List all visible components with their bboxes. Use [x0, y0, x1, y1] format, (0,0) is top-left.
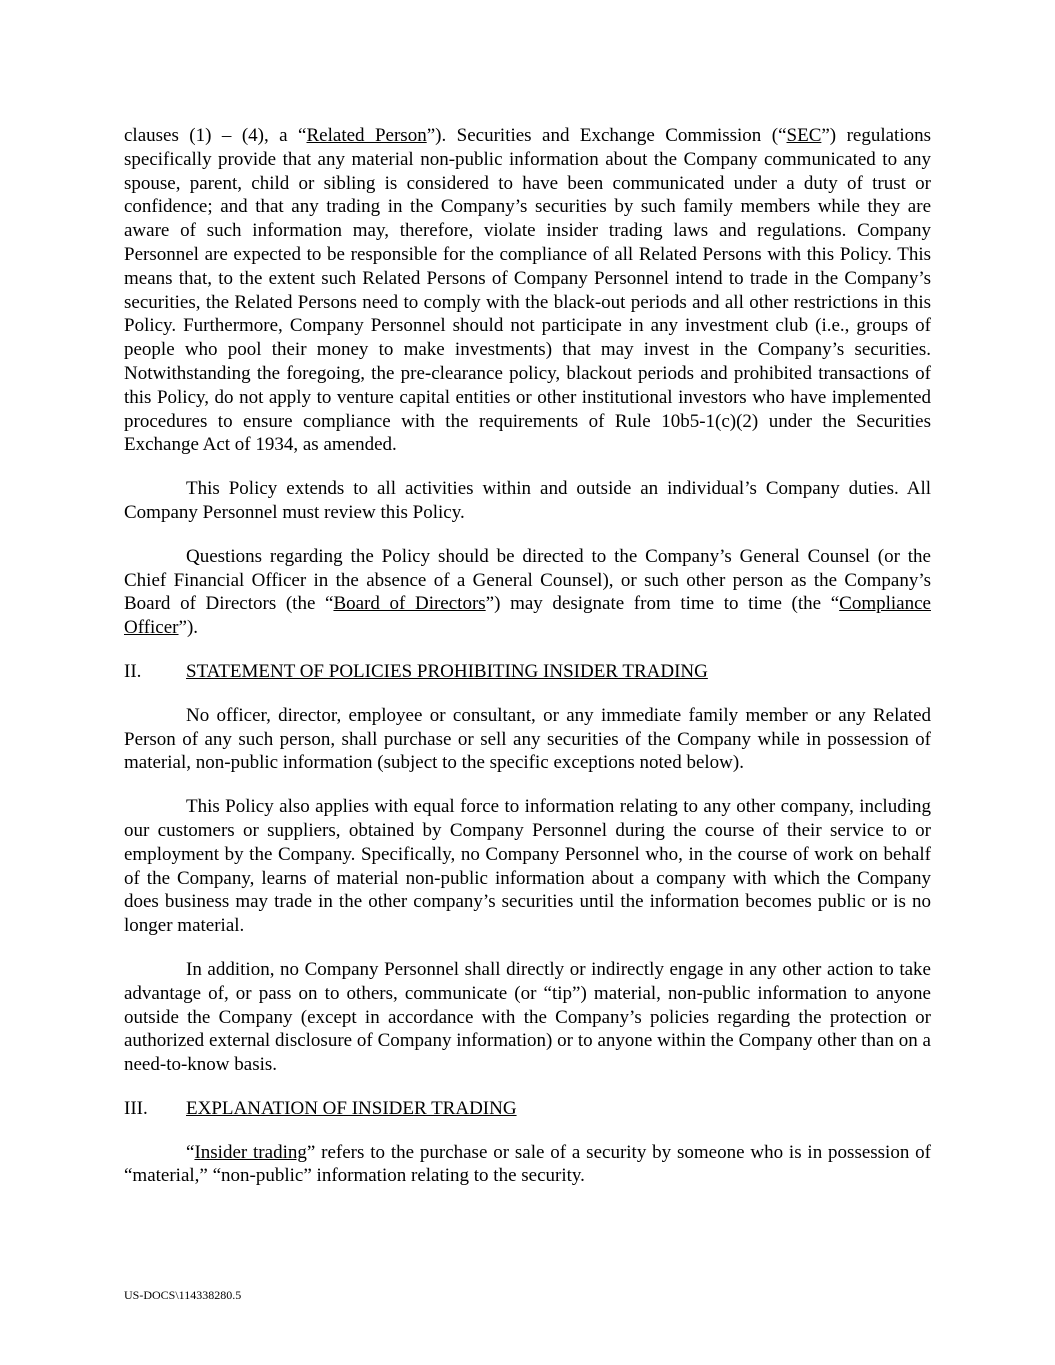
defined-term-board-of-directors: Board of Directors	[333, 593, 486, 615]
defined-term-insider-trading: Insider trading	[194, 1141, 307, 1163]
paragraph-prohibition: No officer, director, employee or consultant, or any immediate family member or any Related Person of any such person, shall purchase or sell any securities of the Company while in possession of material, non-public information (subject to the specific exceptions noted below).	[124, 704, 931, 774]
paragraph-other-companies: This Policy also applies with equal force to information relating to any other company, including our customers or suppliers, obtained by Company Personnel during the course of their service to or employment by the Company. Specifically, no Company Personnel who, in the course of work on behalf of the Company, learns of material non-public information about a company with which the Company does business may trade in the other company’s securities until the information becomes public or is no longer material.	[124, 796, 931, 937]
section-title: EXPLANATION OF INSIDER TRADING	[186, 1097, 517, 1119]
document-page	[124, 124, 931, 1208]
paragraph-tipping: In addition, no Company Personnel shall directly or indirectly engage in any other action to take advantage of, or pass on to others, communicate (or “tip”) material, non-public information to anyone outside the Company (except in accordance with the Company’s policies regarding the protection or authorized external disclosure of Company information) or to anyone within the Company other than on a need-to-know basis.	[124, 958, 931, 1076]
paragraph-related-persons: clauses (1) – (4), a “Related Person”). Securities and Exchange Commission (“SEC”) regulations specifically provide that any material non-public information about the Company communicated to any spouse, parent, child or sibling is considered to have been communicated under a duty of trust or confidence; and that any trading in the Company’s securities by such family members while they are aware of such information may, therefore, violate insider trading laws and regulations. Company Personnel are expected to be responsible for the compliance of all Related Persons with this Policy. This means that, to the extent such Related Persons of Company Personnel intend to trade in the Company’s securities, the Related Persons need to comply with the black-out periods and all other restrictions in this Policy. Furthermore, Company Personnel should not participate in any investment club (i.e., groups of people who pool their money to make investments) that may invest in the Company’s securities. Notwithstanding the foregoing, the pre-clearance policy, blackout periods and prohibited transactions of this Policy, do not apply to venture capital entities or other institutional investors who have implemented procedures to ensure compliance with the requirements of Rule 10b5-1(c)(2) under the Securities Exchange Act of 1934, as amended.	[124, 125, 931, 456]
paragraph-insider-trading-definition: “Insider trading” refers to the purchase or sale of a security by someone who is in possession of “material,” “non-public” information relating to the security.	[124, 1141, 931, 1187]
defined-term-compliance-officer: Compliance Officer	[124, 593, 931, 639]
section-heading-ii	[124, 660, 931, 684]
paragraph-policy-scope: This Policy extends to all activities within and outside an individual’s Company duties. All Company Personnel must review this Policy.	[124, 478, 931, 523]
section-number: III.	[124, 1097, 148, 1119]
defined-term-sec: SEC	[786, 125, 822, 146]
section-number: II.	[124, 660, 142, 682]
section-heading-iii	[124, 1097, 931, 1121]
section-title: STATEMENT OF POLICIES PROHIBITING INSIDER TRADING	[186, 660, 708, 682]
document-footer-id: US-DOCS\114338280.5	[124, 1288, 242, 1302]
paragraph-questions: Questions regarding the Policy should be directed to the Company’s General Counsel (or the Chief Financial Officer in the absence of a General Counsel), or such other person as the Company’s Board of Directors (the “Board of Directors”) may designate from time to time (the “Compliance Officer”).	[124, 545, 931, 639]
defined-term-related-person: Related Person	[306, 125, 427, 146]
